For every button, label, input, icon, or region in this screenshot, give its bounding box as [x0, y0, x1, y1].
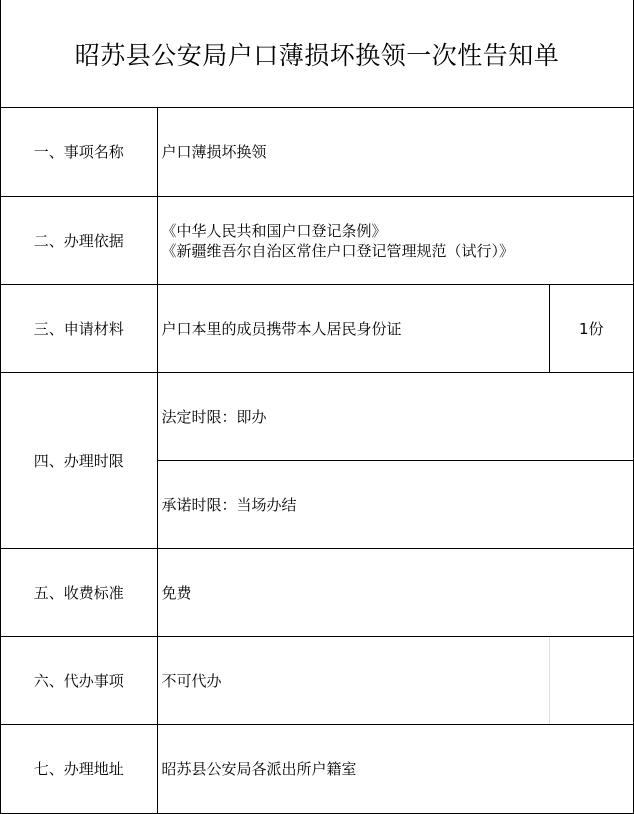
proxy-empty-cell: [549, 637, 633, 725]
form-title: 昭苏县公安局户口薄损坏换领一次性告知单: [1, 0, 633, 108]
label-basis: 二、办理依据: [1, 197, 157, 285]
value-legal-time-limit: 法定时限：即办: [157, 373, 633, 461]
label-time-limit: 四、办理时限: [1, 373, 157, 549]
value-item-name: 户口薄损坏换领: [157, 108, 633, 197]
row-address: [1, 725, 633, 814]
value-basis: [157, 197, 633, 285]
label-address: 七、办理地址: [1, 725, 157, 814]
row-item-name: [1, 108, 633, 197]
label-fee: 五、收费标准: [1, 549, 157, 637]
form-table: [1, 108, 633, 814]
materials-count: 1份: [549, 285, 633, 373]
value-proxy: 不可代办: [157, 637, 549, 725]
basis-line-2: 《新疆维吾尔自治区常住户口登记管理规范（试行）》: [161, 241, 515, 260]
label-proxy: 六、代办事项: [1, 637, 157, 725]
row-fee: [1, 549, 633, 637]
basis-line-1: 《中华人民共和国户口登记条例》: [161, 221, 387, 240]
row-materials: [1, 285, 633, 373]
label-materials: 三、申请材料: [1, 285, 157, 373]
label-item-name: 一、事项名称: [1, 108, 157, 197]
value-materials: 户口本里的成员携带本人居民身份证: [157, 285, 549, 373]
value-promised-time-limit: 承诺时限：当场办结: [157, 461, 633, 549]
row-basis: [1, 197, 633, 285]
row-time-limit-legal: [1, 373, 633, 461]
value-fee: 免费: [157, 549, 633, 637]
value-address: 昭苏县公安局各派出所户籍室: [157, 725, 633, 814]
row-proxy: [1, 637, 633, 725]
